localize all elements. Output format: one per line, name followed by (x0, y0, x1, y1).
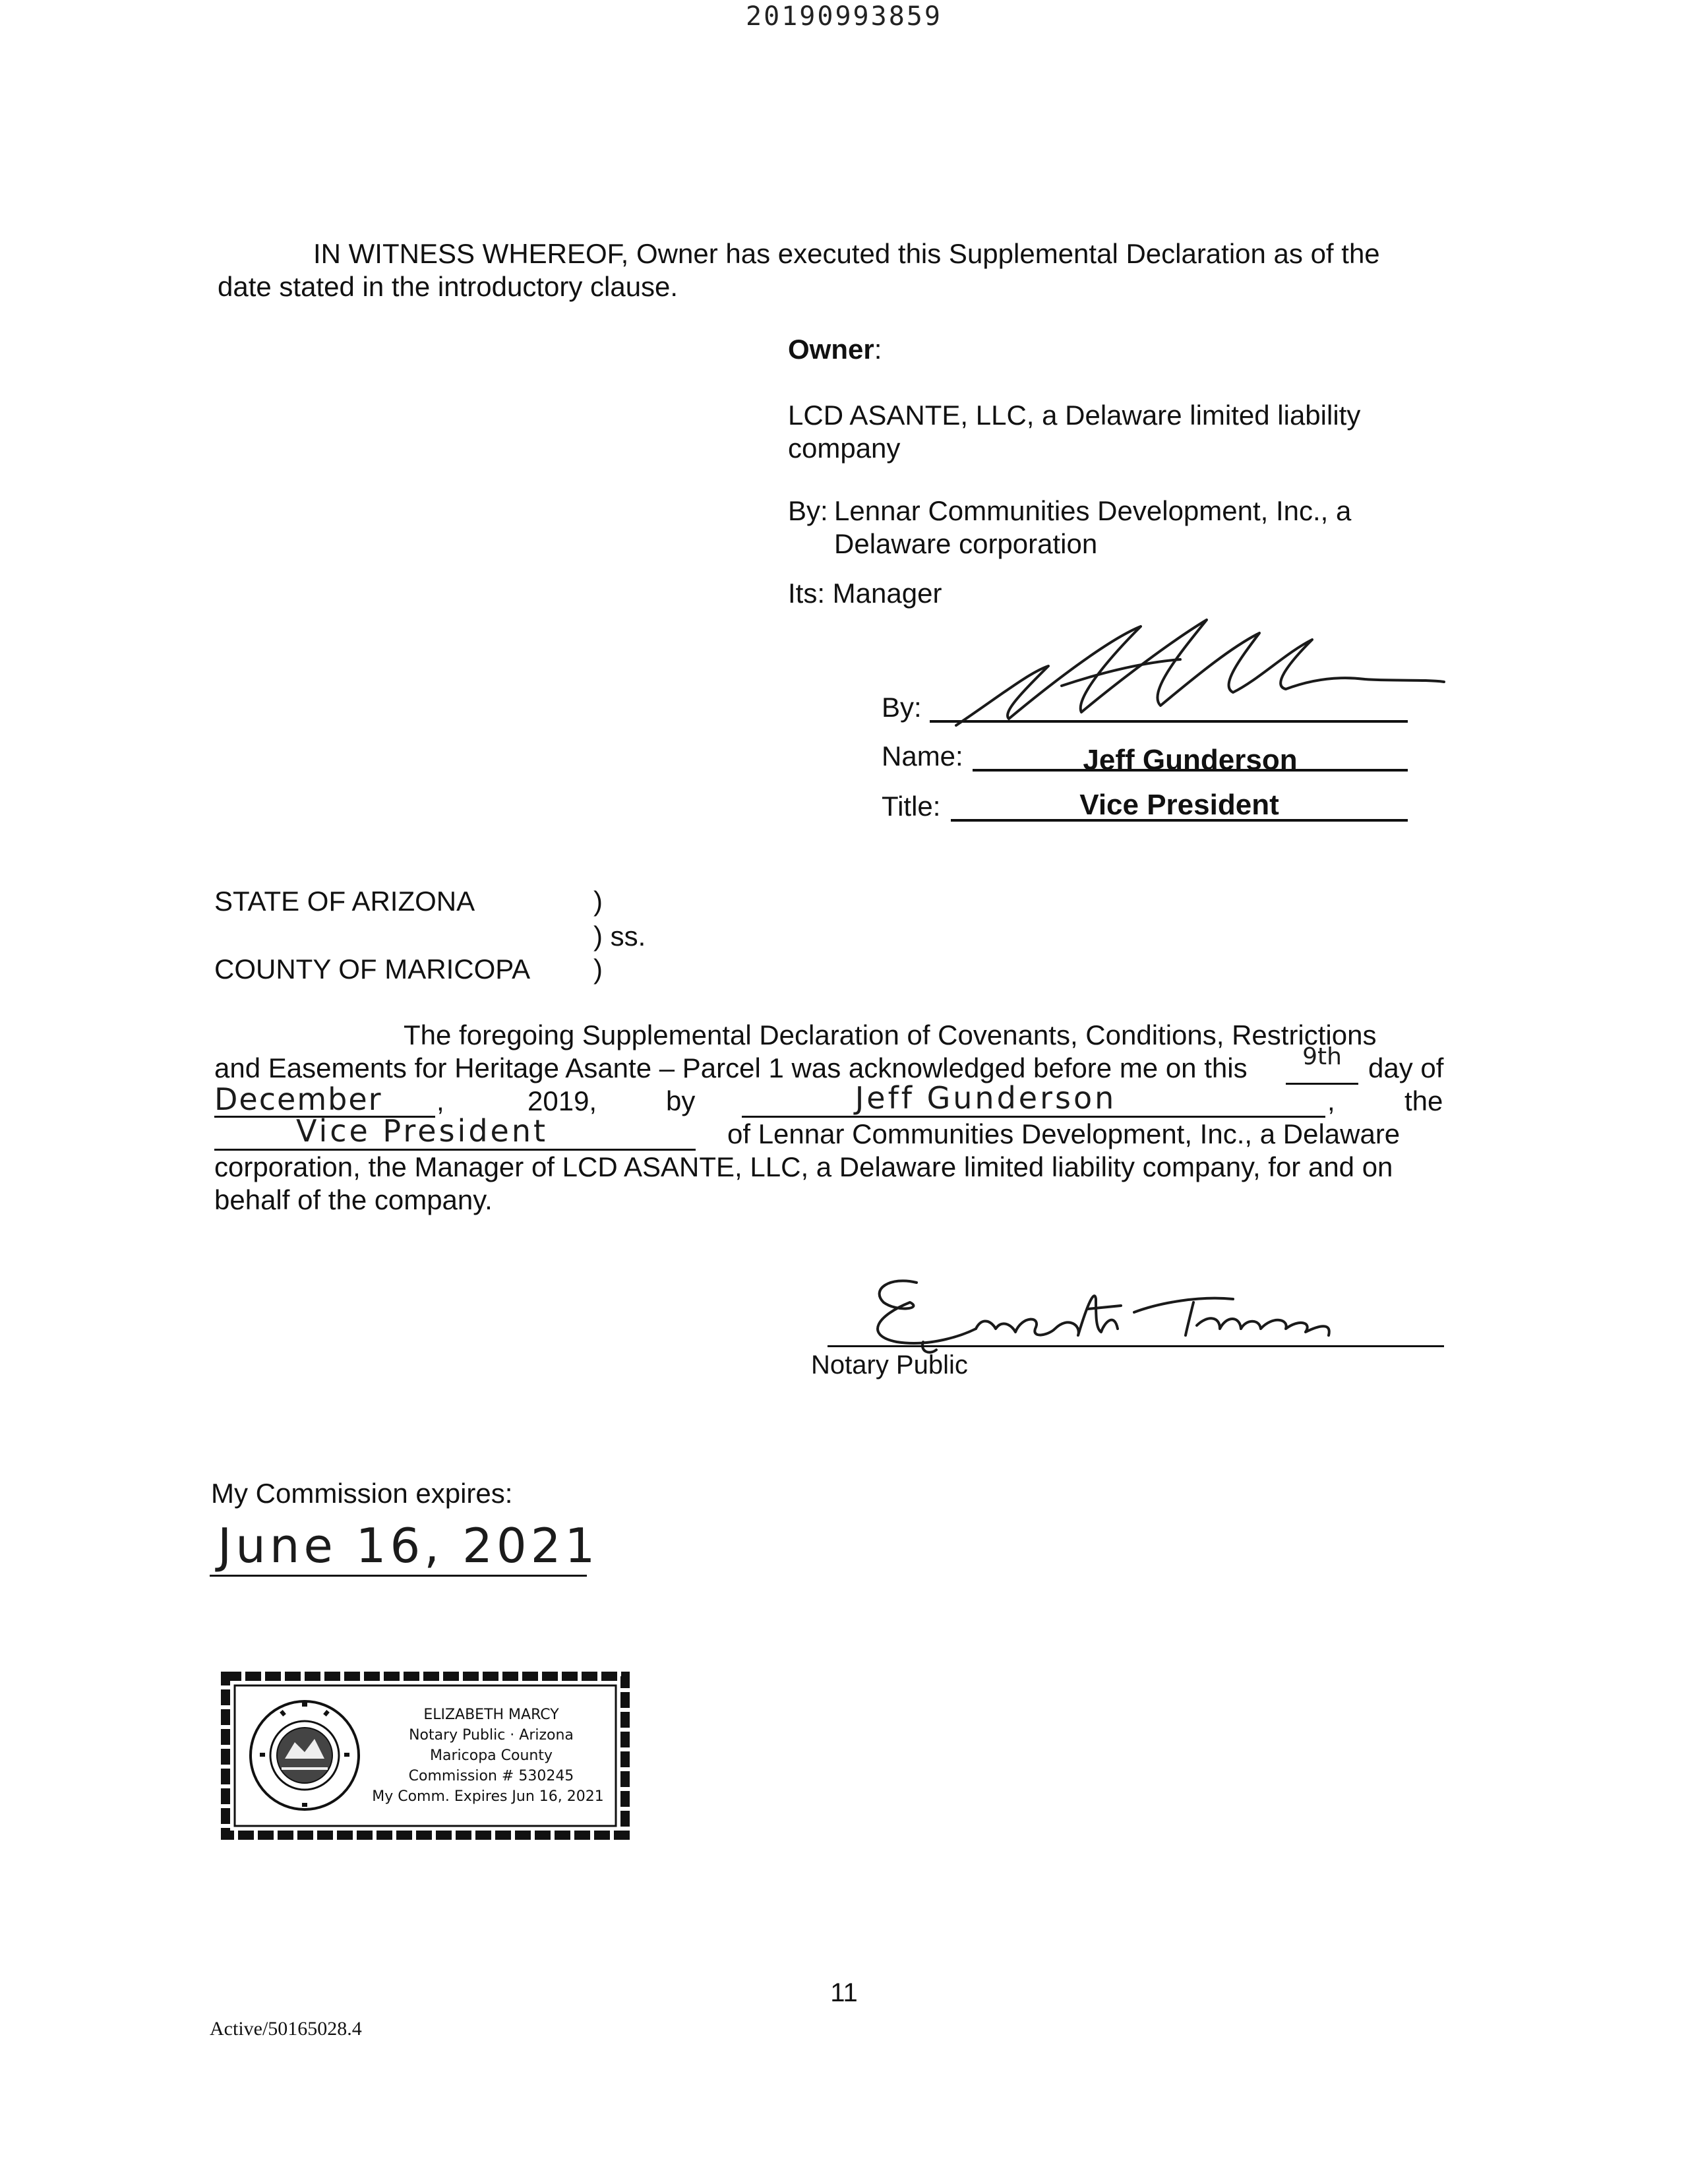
ack-year: 2019, (528, 1085, 597, 1116)
commission-label: My Commission expires: (211, 1478, 513, 1509)
owner-by-prefix: By: (788, 495, 828, 526)
recording-number: 20190993859 (746, 1, 942, 32)
ack-month-handwritten: December (214, 1081, 382, 1117)
owner-signature-scribble (943, 613, 1457, 745)
ack-line-6: behalf of the company. (214, 1184, 493, 1215)
owner-label (788, 333, 882, 366)
owner-entity-line-1: LCD ASANTE, LLC, a Delaware limited liability (788, 400, 1361, 431)
owner-by-line-1: Lennar Communities Development, Inc., a (834, 495, 1352, 526)
ack-signer-handwritten: Jeff Gunderson (855, 1080, 1117, 1116)
stamp-county: Maricopa County (430, 1747, 553, 1764)
venue-paren-1: ) (593, 886, 603, 917)
owner-by-line-2: Delaware corporation (834, 528, 1098, 559)
venue-paren-3: ) (593, 954, 603, 985)
ack-comma: , (437, 1085, 444, 1116)
owner-label-colon: : (874, 334, 882, 365)
ack-day-blank (1286, 1083, 1358, 1085)
ack-line-2-post: day of (1368, 1052, 1444, 1083)
doc-reference: Active/50165028.4 (210, 2018, 362, 2040)
commission-date-line (210, 1575, 587, 1577)
notary-signature-line (828, 1345, 1444, 1347)
witness-line-2: date stated in the introductory clause. (218, 271, 678, 302)
sig-title-label: Title: (882, 791, 941, 822)
ack-line-5: corporation, the Manager of LCD ASANTE, LLC, a Delaware limited liability company, for and on (214, 1151, 1393, 1182)
ack-line-4-rest: of Lennar Communities Development, Inc., a Delaware (727, 1118, 1401, 1149)
sig-name-value: Jeff Gunderson (1083, 744, 1298, 776)
ack-comma-2: , (1327, 1085, 1335, 1116)
page-number: 11 (830, 1978, 858, 2007)
commission-date-handwritten: June 16, 2021 (218, 1518, 599, 1573)
stamp-commission-number: Commission # 530245 (408, 1768, 574, 1784)
ack-the-word: the (1404, 1085, 1443, 1116)
sig-by-label: By: (882, 692, 922, 723)
notary-public-label: Notary Public (811, 1350, 968, 1380)
stamp-notary-state: Notary Public · Arizona (409, 1727, 574, 1744)
venue-ss: ) ss. (593, 921, 646, 952)
sig-title-value: Vice President (1079, 789, 1279, 821)
ack-title-handwritten: Vice President (295, 1113, 549, 1149)
witness-line-1: IN WITNESS WHEREOF, Owner has executed this Supplemental Declaration as of the (313, 238, 1380, 269)
owner-entity-line-2: company (788, 433, 901, 464)
venue-state: STATE OF ARIZONA (214, 886, 475, 917)
ack-line-2-pre: and Easements for Heritage Asante – Parcel 1 was acknowledged before me on this (214, 1052, 1248, 1083)
ack-line-1: The foregoing Supplemental Declaration of Covenants, Conditions, Restrictions (404, 1019, 1377, 1050)
owner-its-line: Its: Manager (788, 578, 942, 609)
stamp-name: ELIZABETH MARCY (423, 1707, 559, 1723)
arizona-seal-icon (245, 1696, 364, 1815)
stamp-expiration: My Comm. Expires Jun 16, 2021 (372, 1788, 604, 1805)
owner-label-text: Owner (788, 334, 874, 365)
ack-by-word: by (666, 1085, 696, 1116)
sig-name-label: Name: (882, 741, 963, 772)
venue-county: COUNTY OF MARICOPA (214, 954, 531, 985)
notary-stamp (218, 1668, 633, 1843)
ack-day-handwritten: 9th (1302, 1043, 1342, 1070)
